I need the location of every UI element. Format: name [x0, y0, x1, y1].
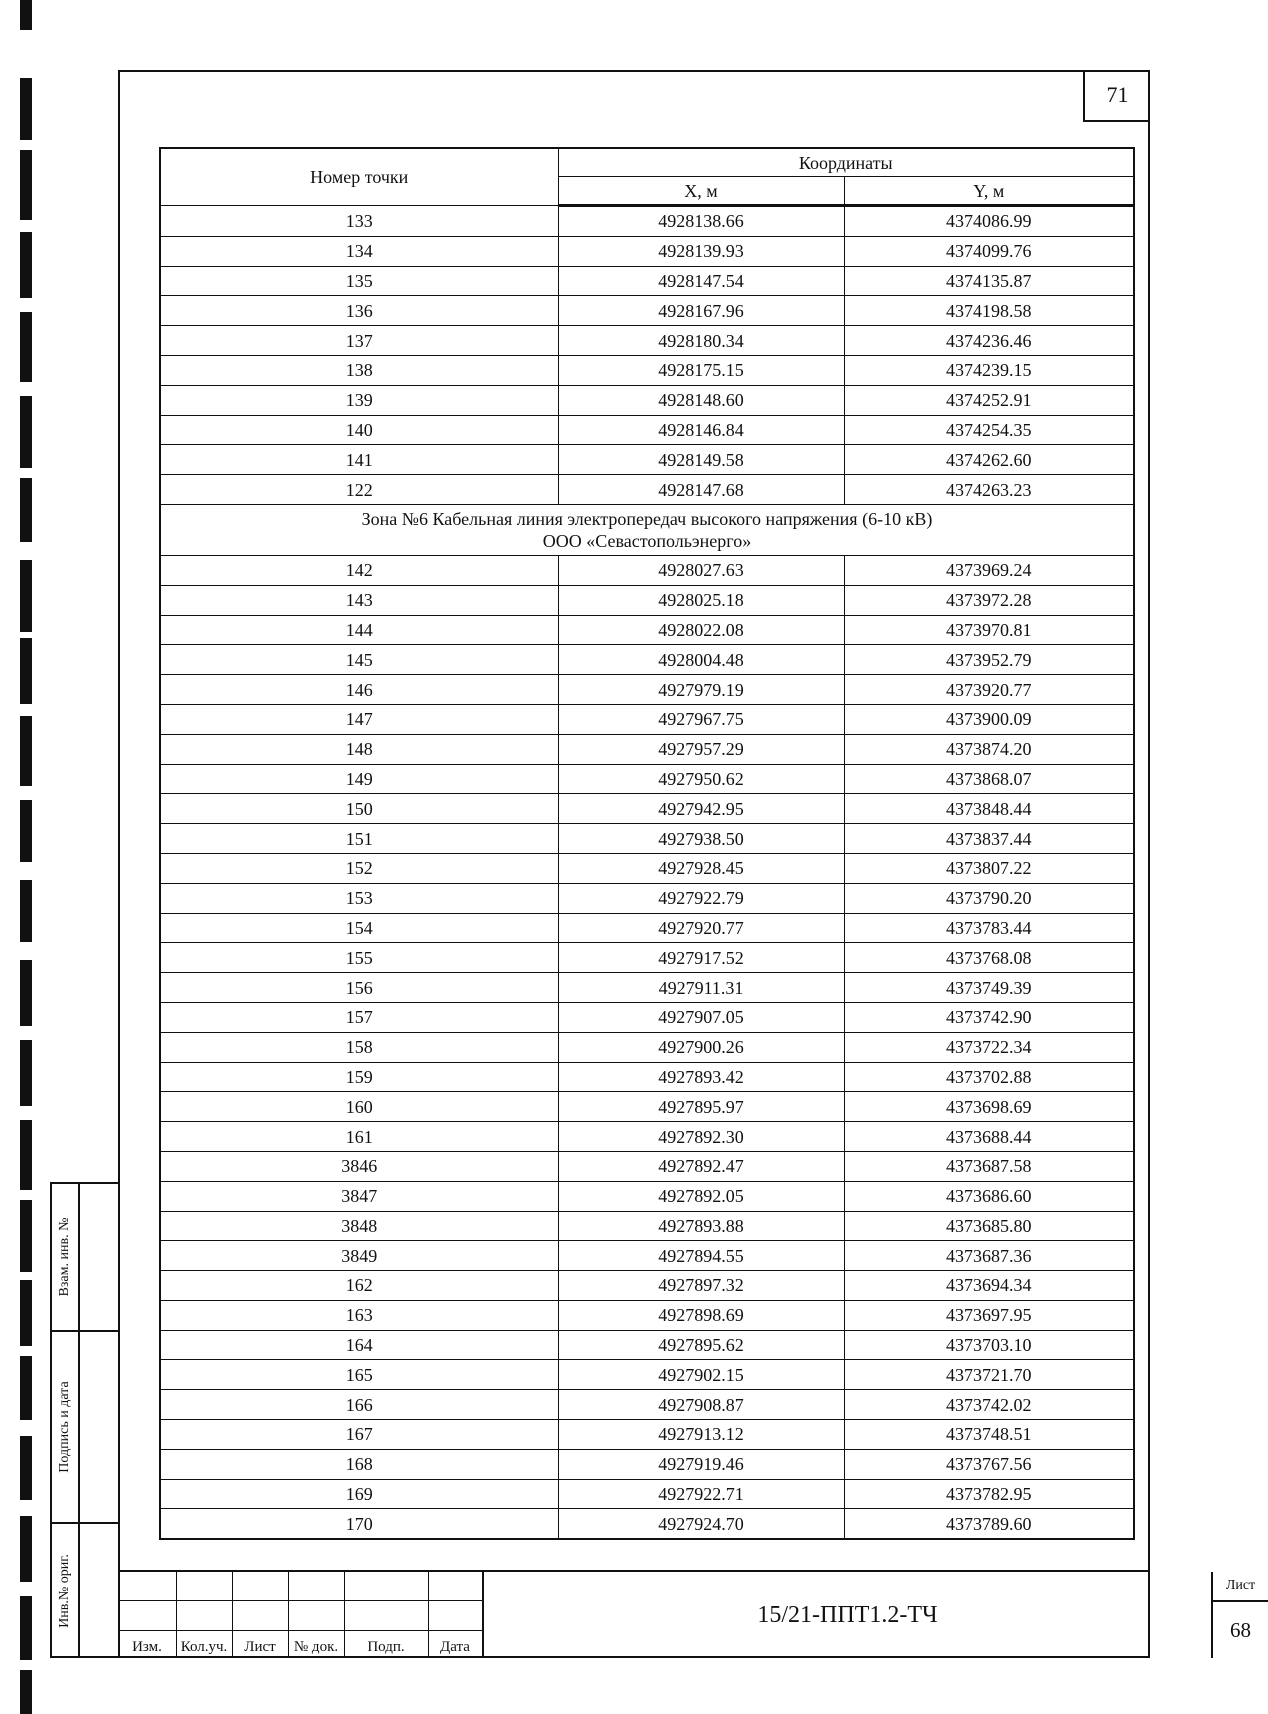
- binding-mark: [20, 1596, 32, 1660]
- y-coordinate-cell: 4373868.07: [844, 764, 1134, 794]
- point-number-cell: 165: [160, 1360, 558, 1390]
- binding-mark: [20, 1200, 32, 1272]
- table-row: [160, 236, 1134, 266]
- x-coordinate-cell: 4927893.42: [558, 1062, 844, 1092]
- x-coordinate-cell: 4927942.95: [558, 794, 844, 824]
- header-coordinates: Координаты: [558, 148, 1134, 177]
- y-coordinate-cell: 4373790.20: [844, 883, 1134, 913]
- table-row: [160, 824, 1134, 854]
- x-coordinate-cell: 4928138.66: [558, 206, 844, 237]
- point-number-cell: 144: [160, 615, 558, 645]
- document-code: 15/21-ППТ1.2-ТЧ: [482, 1572, 1211, 1658]
- y-coordinate-cell: 4373768.08: [844, 943, 1134, 973]
- table-row: [160, 555, 1134, 585]
- side-label-zam-inv: Взам. инв. №: [57, 1217, 72, 1297]
- table-row: [160, 355, 1134, 385]
- x-coordinate-cell: 4927911.31: [558, 973, 844, 1003]
- table-row: [160, 1479, 1134, 1509]
- table-row: [160, 1360, 1134, 1390]
- header-y: Y, м: [844, 177, 1134, 206]
- point-number-cell: 134: [160, 236, 558, 266]
- table-row: [160, 1092, 1134, 1122]
- table-body-bottom: [160, 555, 1134, 1539]
- y-coordinate-cell: 4373874.20: [844, 734, 1134, 764]
- binding-mark: [20, 396, 32, 468]
- y-coordinate-cell: 4374236.46: [844, 326, 1134, 356]
- x-coordinate-cell: 4927979.19: [558, 675, 844, 705]
- x-coordinate-cell: 4928180.34: [558, 326, 844, 356]
- x-coordinate-cell: 4927892.05: [558, 1181, 844, 1211]
- table-row: [160, 1002, 1134, 1032]
- table-row: [160, 1032, 1134, 1062]
- table-row: [160, 1449, 1134, 1479]
- table-body-top: [160, 206, 1134, 505]
- table-row: [160, 973, 1134, 1003]
- y-coordinate-cell: 4373748.51: [844, 1420, 1134, 1450]
- point-number-cell: 158: [160, 1032, 558, 1062]
- table-row: [160, 1330, 1134, 1360]
- x-coordinate-cell: 4927907.05: [558, 1002, 844, 1032]
- y-coordinate-cell: 4373698.69: [844, 1092, 1134, 1122]
- table-row: [160, 585, 1134, 615]
- table-row: [160, 1062, 1134, 1092]
- x-coordinate-cell: 4928148.60: [558, 385, 844, 415]
- binding-mark: [20, 1436, 32, 1500]
- binding-mark: [20, 560, 32, 632]
- x-coordinate-cell: 4928025.18: [558, 585, 844, 615]
- table-row: [160, 385, 1134, 415]
- point-number-cell: 3848: [160, 1211, 558, 1241]
- point-number-cell: 152: [160, 853, 558, 883]
- x-coordinate-cell: 4927919.46: [558, 1449, 844, 1479]
- y-coordinate-cell: 4374099.76: [844, 236, 1134, 266]
- x-coordinate-cell: 4927950.62: [558, 764, 844, 794]
- y-coordinate-cell: 4373697.95: [844, 1300, 1134, 1330]
- y-coordinate-cell: 4374254.35: [844, 415, 1134, 445]
- point-number-cell: 143: [160, 585, 558, 615]
- table-row: [160, 645, 1134, 675]
- point-number-cell: 163: [160, 1300, 558, 1330]
- x-coordinate-cell: 4927897.32: [558, 1271, 844, 1301]
- zone-heading-line1: Зона №6 Кабельная линия электропередач высокого напряжения (6-10 кВ): [361, 508, 933, 529]
- table-row: [160, 326, 1134, 356]
- x-coordinate-cell: 4927967.75: [558, 704, 844, 734]
- table-row: [160, 1420, 1134, 1450]
- stamp-label-data: Дата: [440, 1639, 470, 1655]
- binding-mark: [20, 78, 32, 140]
- y-coordinate-cell: 4373952.79: [844, 645, 1134, 675]
- header-point-number: Номер точки: [160, 148, 558, 206]
- binding-mark: [20, 312, 32, 382]
- side-cell-podpis: [52, 1332, 118, 1524]
- side-label-inv-orig: Инв.№ ориг.: [57, 1554, 72, 1628]
- x-coordinate-cell: 4927920.77: [558, 913, 844, 943]
- table-row: [160, 1300, 1134, 1330]
- y-coordinate-cell: 4374252.91: [844, 385, 1134, 415]
- point-number-cell: 161: [160, 1122, 558, 1152]
- y-coordinate-cell: 4373837.44: [844, 824, 1134, 854]
- y-coordinate-cell: 4374086.99: [844, 206, 1134, 237]
- x-coordinate-cell: 4928175.15: [558, 355, 844, 385]
- x-coordinate-cell: 4927892.47: [558, 1151, 844, 1181]
- table-row: [160, 615, 1134, 645]
- x-coordinate-cell: 4928022.08: [558, 615, 844, 645]
- point-number-cell: 3849: [160, 1241, 558, 1271]
- table-row: [160, 1390, 1134, 1420]
- x-coordinate-cell: 4927917.52: [558, 943, 844, 973]
- y-coordinate-cell: 4373807.22: [844, 853, 1134, 883]
- sheet-label: Лист: [1213, 1572, 1268, 1602]
- binding-mark: [20, 638, 32, 704]
- x-coordinate-cell: 4927898.69: [558, 1300, 844, 1330]
- y-coordinate-cell: 4373789.60: [844, 1509, 1134, 1539]
- x-coordinate-cell: 4928004.48: [558, 645, 844, 675]
- point-number-cell: 155: [160, 943, 558, 973]
- y-coordinate-cell: 4374198.58: [844, 296, 1134, 326]
- x-coordinate-cell: 4928139.93: [558, 236, 844, 266]
- point-number-cell: 170: [160, 1509, 558, 1539]
- y-coordinate-cell: 4373687.58: [844, 1151, 1134, 1181]
- binding-mark: [20, 0, 32, 30]
- x-coordinate-cell: 4928146.84: [558, 415, 844, 445]
- table-row: [160, 734, 1134, 764]
- y-coordinate-cell: 4373972.28: [844, 585, 1134, 615]
- y-coordinate-cell: 4373848.44: [844, 794, 1134, 824]
- stamp-label-kol-uch: Кол.уч.: [180, 1639, 228, 1655]
- x-coordinate-cell: 4927902.15: [558, 1360, 844, 1390]
- stamp-sheet-box: [1211, 1572, 1268, 1658]
- binding-mark: [20, 1516, 32, 1582]
- point-number-cell: 157: [160, 1002, 558, 1032]
- point-number-cell: 169: [160, 1479, 558, 1509]
- binding-mark: [20, 716, 32, 786]
- x-coordinate-cell: 4927900.26: [558, 1032, 844, 1062]
- x-coordinate-cell: 4927957.29: [558, 734, 844, 764]
- binding-mark: [20, 1280, 32, 1346]
- point-number-cell: 164: [160, 1330, 558, 1360]
- point-number-cell: 136: [160, 296, 558, 326]
- y-coordinate-cell: 4373722.34: [844, 1032, 1134, 1062]
- table-row: [160, 266, 1134, 296]
- point-number-cell: 141: [160, 445, 558, 475]
- x-coordinate-cell: 4927938.50: [558, 824, 844, 854]
- binding-mark: [20, 960, 32, 1026]
- y-coordinate-cell: 4374135.87: [844, 266, 1134, 296]
- table-row: [160, 883, 1134, 913]
- table-row: [160, 1181, 1134, 1211]
- title-stamp: [118, 1570, 1256, 1658]
- y-coordinate-cell: 4373749.39: [844, 973, 1134, 1003]
- stamp-label-list: Лист: [244, 1639, 276, 1655]
- stamp-grid: [118, 1572, 482, 1658]
- point-number-cell: 3846: [160, 1151, 558, 1181]
- table-row: [160, 1509, 1134, 1539]
- table-row: [160, 794, 1134, 824]
- point-number-cell: 135: [160, 266, 558, 296]
- side-cell-zam-inv: [52, 1184, 118, 1332]
- point-number-cell: 146: [160, 675, 558, 705]
- point-number-cell: 133: [160, 206, 558, 237]
- y-coordinate-cell: 4373686.60: [844, 1181, 1134, 1211]
- point-number-cell: 142: [160, 555, 558, 585]
- table-row: [160, 296, 1134, 326]
- x-coordinate-cell: 4928027.63: [558, 555, 844, 585]
- point-number-cell: 145: [160, 645, 558, 675]
- y-coordinate-cell: 4373742.90: [844, 1002, 1134, 1032]
- y-coordinate-cell: 4373900.09: [844, 704, 1134, 734]
- y-coordinate-cell: 4373694.34: [844, 1271, 1134, 1301]
- binding-mark: [20, 1356, 32, 1420]
- x-coordinate-cell: 4927924.70: [558, 1509, 844, 1539]
- stamp-label-podp: Подп.: [367, 1639, 405, 1655]
- coordinates-table: [159, 147, 1135, 1540]
- binding-mark: [20, 800, 32, 862]
- binding-mark: [20, 1040, 32, 1106]
- x-coordinate-cell: 4927894.55: [558, 1241, 844, 1271]
- y-coordinate-cell: 4373767.56: [844, 1449, 1134, 1479]
- table-row: [160, 445, 1134, 475]
- side-label-podpis-data: Подпись и дата: [57, 1381, 72, 1473]
- zone-heading-line2: ООО «Севастопольэнерго»: [542, 530, 752, 551]
- point-number-cell: 166: [160, 1390, 558, 1420]
- y-coordinate-cell: 4373969.24: [844, 555, 1134, 585]
- point-number-cell: 156: [160, 973, 558, 1003]
- y-coordinate-cell: 4373783.44: [844, 913, 1134, 943]
- point-number-cell: 147: [160, 704, 558, 734]
- point-number-cell: 151: [160, 824, 558, 854]
- x-coordinate-cell: 4927895.97: [558, 1092, 844, 1122]
- table-row: [160, 475, 1134, 505]
- x-coordinate-cell: 4928147.68: [558, 475, 844, 505]
- side-cell-inv-orig: [52, 1524, 118, 1658]
- y-coordinate-cell: 4373721.70: [844, 1360, 1134, 1390]
- x-coordinate-cell: 4928167.96: [558, 296, 844, 326]
- stamp-label-doc-number: № док.: [293, 1639, 339, 1655]
- x-coordinate-cell: 4928147.54: [558, 266, 844, 296]
- table-row: [160, 943, 1134, 973]
- y-coordinate-cell: 4373970.81: [844, 615, 1134, 645]
- table-row: [160, 415, 1134, 445]
- y-coordinate-cell: 4373782.95: [844, 1479, 1134, 1509]
- x-coordinate-cell: 4927893.88: [558, 1211, 844, 1241]
- x-coordinate-cell: 4927913.12: [558, 1420, 844, 1450]
- binding-marks: [20, 0, 36, 1714]
- table-row: [160, 1241, 1134, 1271]
- point-number-cell: 159: [160, 1062, 558, 1092]
- x-coordinate-cell: 4927908.87: [558, 1390, 844, 1420]
- binding-mark: [20, 478, 32, 542]
- sheet-number: 68: [1230, 1618, 1251, 1642]
- binding-mark: [20, 1120, 32, 1190]
- table-row: [160, 1151, 1134, 1181]
- y-coordinate-cell: 4373685.80: [844, 1211, 1134, 1241]
- table-row: [160, 704, 1134, 734]
- point-number-cell: 150: [160, 794, 558, 824]
- point-number-cell: 122: [160, 475, 558, 505]
- y-coordinate-cell: 4374239.15: [844, 355, 1134, 385]
- x-coordinate-cell: 4927928.45: [558, 853, 844, 883]
- point-number-cell: 167: [160, 1420, 558, 1450]
- binding-mark: [20, 150, 32, 220]
- point-number-cell: 140: [160, 415, 558, 445]
- y-coordinate-cell: 4373742.02: [844, 1390, 1134, 1420]
- table-row: [160, 1271, 1134, 1301]
- point-number-cell: 149: [160, 764, 558, 794]
- y-coordinate-cell: 4374262.60: [844, 445, 1134, 475]
- table-row: [160, 1122, 1134, 1152]
- x-coordinate-cell: 4927895.62: [558, 1330, 844, 1360]
- binding-mark: [20, 232, 32, 298]
- zone-heading: [160, 504, 1134, 555]
- binding-mark: [20, 880, 32, 942]
- binding-mark: [20, 1670, 32, 1714]
- point-number-cell: 168: [160, 1449, 558, 1479]
- point-number-cell: 160: [160, 1092, 558, 1122]
- x-coordinate-cell: 4927922.71: [558, 1479, 844, 1509]
- y-coordinate-cell: 4373920.77: [844, 675, 1134, 705]
- point-number-cell: 139: [160, 385, 558, 415]
- table-row: [160, 764, 1134, 794]
- table-row: [160, 913, 1134, 943]
- side-stamp: [50, 1182, 118, 1658]
- table-row: [160, 1211, 1134, 1241]
- point-number-cell: 3847: [160, 1181, 558, 1211]
- x-coordinate-cell: 4927922.79: [558, 883, 844, 913]
- zone-heading-row: [160, 504, 1134, 555]
- y-coordinate-cell: 4373687.36: [844, 1241, 1134, 1271]
- y-coordinate-cell: 4373703.10: [844, 1330, 1134, 1360]
- point-number-cell: 162: [160, 1271, 558, 1301]
- point-number-cell: 148: [160, 734, 558, 764]
- point-number-cell: 153: [160, 883, 558, 913]
- table-row: [160, 206, 1134, 237]
- point-number-cell: 138: [160, 355, 558, 385]
- stamp-label-izm: Изм.: [132, 1639, 162, 1655]
- x-coordinate-cell: 4928149.58: [558, 445, 844, 475]
- point-number-cell: 154: [160, 913, 558, 943]
- page-corner-number: 71: [1083, 70, 1150, 122]
- table-row: [160, 675, 1134, 705]
- y-coordinate-cell: 4373702.88: [844, 1062, 1134, 1092]
- y-coordinate-cell: 4374263.23: [844, 475, 1134, 505]
- x-coordinate-cell: 4927892.30: [558, 1122, 844, 1152]
- table-row: [160, 853, 1134, 883]
- header-x: X, м: [558, 177, 844, 206]
- y-coordinate-cell: 4373688.44: [844, 1122, 1134, 1152]
- point-number-cell: 137: [160, 326, 558, 356]
